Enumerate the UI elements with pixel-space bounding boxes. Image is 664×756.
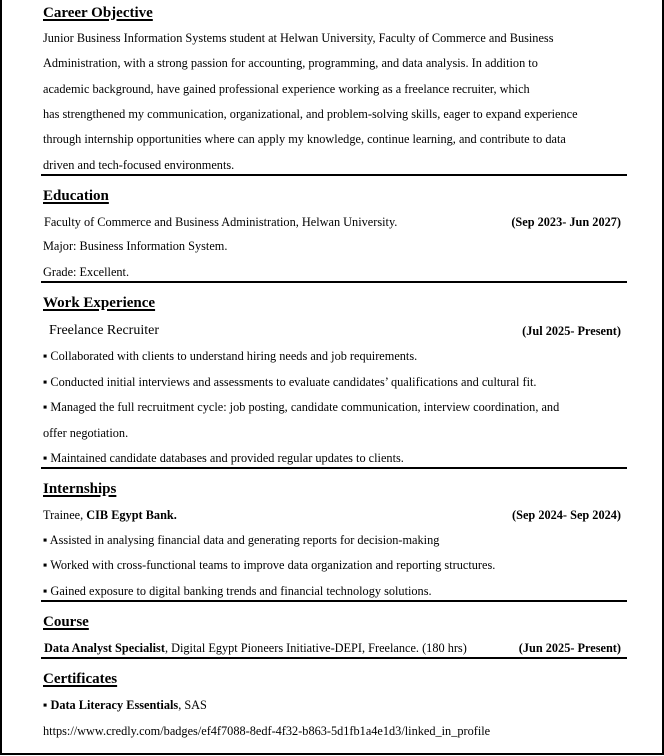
work-bullet-continuation: offer negotiation. — [43, 426, 129, 440]
section-heading-course: Course — [43, 614, 89, 630]
internship-role-title: Trainee, — [43, 508, 87, 522]
bullet-icon: ▪ — [43, 698, 51, 712]
section-heading-internships: Internships — [43, 481, 117, 497]
objective-line: through internship opportunities where can apply my knowledge, continue learning, and contribute to data — [43, 132, 566, 146]
internship-bullet: ▪ Assisted in analysing financial data and generating reports for decision-making — [43, 533, 440, 547]
section-heading-career-objective: Career Objective — [43, 5, 153, 21]
certificate-entry — [43, 698, 207, 713]
work-bullet: ▪ Conducted initial interviews and assessments to evaluate candidates’ qualifications and cultural fit. — [43, 375, 537, 389]
objective-line: Junior Business Information Systems student at Helwan University, Faculty of Commerce and Business — [43, 31, 554, 45]
education-dates: (Sep 2023- Jun 2027) — [511, 215, 621, 229]
education-institution: Faculty of Commerce and Business Administration, Helwan University. — [44, 215, 398, 229]
job-title: Freelance Recruiter — [49, 323, 159, 338]
internship-bullet: ▪ Worked with cross-functional teams to improve data organization and reporting structures. — [43, 558, 496, 572]
section-divider — [41, 600, 627, 602]
objective-line: Administration, with a strong passion for accounting, programming, and data analysis. In addition to — [43, 56, 538, 70]
course-details: , Digital Egypt Pioneers Initiative-DEPI, Freelance. (180 hrs) — [164, 641, 467, 655]
certificate-url-link[interactable]: https://www.credly.com/badges/ef4f7088-8edf-4f32-b863-5d1fb1a4e1d3/linked_in_profile — [43, 724, 491, 738]
section-divider — [41, 281, 627, 283]
work-bullet: ▪ Managed the full recruitment cycle: job posting, candidate communication, interview coordination, and — [43, 400, 560, 414]
objective-line: has strengthened my communication, organizational, and problem-solving skills, eager to expand experience — [43, 107, 578, 121]
work-dates: (Jul 2025- Present) — [522, 324, 621, 338]
certificate-issuer: , SAS — [178, 698, 207, 712]
internship-role — [43, 508, 177, 523]
work-bullet: ▪ Maintained candidate databases and provided regular updates to clients. — [43, 451, 404, 465]
course-dates: (Jun 2025- Present) — [518, 641, 621, 655]
section-divider — [41, 657, 627, 659]
section-heading-certificates: Certificates — [43, 671, 118, 687]
education-major: Major: Business Information System. — [43, 239, 228, 253]
internship-company: CIB Egypt Bank. — [86, 508, 177, 522]
education-grade: Grade: Excellent. — [43, 265, 130, 279]
certificate-name: Data Literacy Essentials — [50, 698, 179, 712]
objective-line: academic background, have gained professional experience working as a freelance recruiter, which — [43, 82, 530, 96]
work-bullet: ▪ Collaborated with clients to understand hiring needs and job requirements. — [43, 349, 418, 363]
section-heading-work-experience: Work Experience — [43, 295, 156, 311]
section-heading-education: Education — [43, 188, 109, 204]
internship-dates: (Sep 2024- Sep 2024) — [512, 508, 621, 522]
section-divider — [41, 174, 627, 176]
section-divider — [41, 467, 627, 469]
course-name: Data Analyst Specialist — [44, 641, 165, 655]
course-entry — [44, 641, 467, 656]
internship-bullet: ▪ Gained exposure to digital banking trends and financial technology solutions. — [43, 584, 432, 598]
objective-line: driven and tech-focused environments. — [43, 158, 235, 172]
